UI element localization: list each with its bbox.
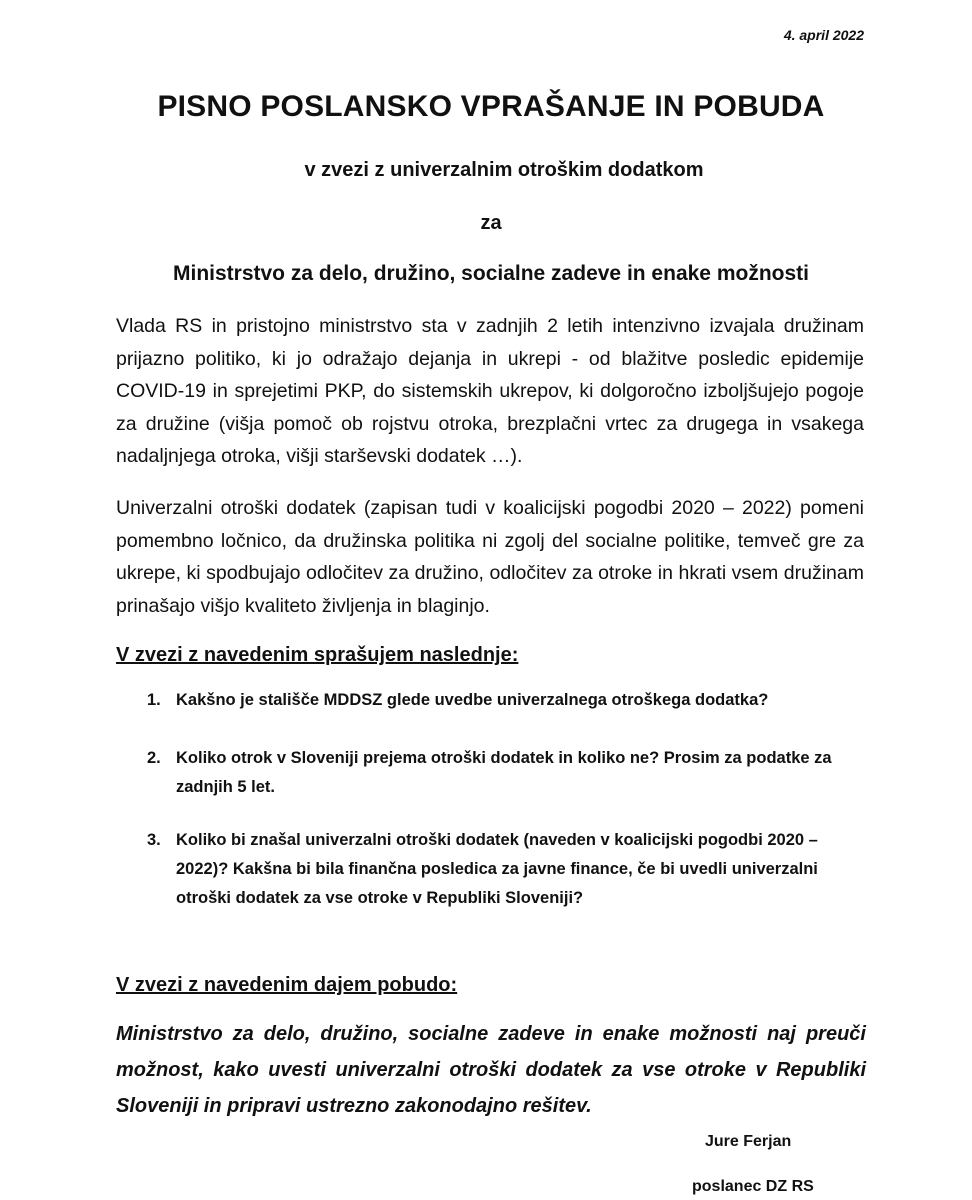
question-text: Koliko bi znašal univerzalni otroški dodatek (naveden v koalicijski pogodbi 2020 – 2022)? Kakšna bi bila finančna posledica za javne finance, če bi uvedli univerzalni otroški dodatek za vse otroke v Republiki Sloveniji? — [176, 831, 818, 907]
question-text: Kakšno je stališče MDDSZ glede uvedbe univerzalnega otroškega dodatka? — [176, 691, 769, 709]
body-paragraph-2: Univerzalni otroški dodatek (zapisan tudi v koalicijski pogodbi 2020 – 2022) pomeni pomembno ločnico, da družinska politika ni zgolj del socialne politike, temveč gre za ukrepe, ki spodbujajo odločitev za družino, odločitev za otroke in hkrati vsem družinam prinašajo višjo kvaliteto življenja in blaginjo. — [116, 497, 864, 617]
question-number: 2. — [147, 749, 161, 767]
recipient-ministry: Ministrstvo za delo, družino, socialne zadeve in enake možnosti — [173, 262, 809, 285]
body-paragraph-1: Vlada RS in pristojno ministrstvo sta v zadnjih 2 letih intenzivno izvajala družinam prijazno politiko, ki jo odražajo dejanja in ukrepi - od blažitve posledic epidemije COVID-19 in sprejetimi PKP, do sistemskih ukrepov, ki dolgoročno izboljšujejo pogoje za družine (višja pomoč ob rojstvu otroka, brezplačni vrtec za drugega in vsakega nadaljnjega otroka, višji starševski dodatek …). — [116, 315, 864, 467]
document-title: PISNO POSLANSKO VPRAŠANJE IN POBUDA — [157, 90, 825, 123]
question-number: 3. — [147, 831, 161, 849]
proposal-heading: V zvezi z navedenim dajem pobudo: — [116, 974, 458, 996]
questions-heading: V zvezi z navedenim sprašujem naslednje: — [116, 644, 519, 666]
document-subtitle: v zvezi z univerzalnim otroškim dodatkom — [304, 159, 704, 181]
signature-name: Jure Ferjan — [705, 1133, 792, 1150]
question-number: 1. — [147, 691, 161, 709]
proposal-text: Ministrstvo za delo, družino, socialne zadeve in enake možnosti naj preuči možnost, kako uvesti univerzalni otroški dodatek za vse otroke v Republiki Sloveniji in pripravi ustrezno zakonodajno rešitev. — [116, 1023, 866, 1117]
signature-role: poslanec DZ RS — [692, 1178, 814, 1195]
document-date: 4. april 2022 — [783, 27, 864, 43]
connector-text: za — [480, 212, 502, 234]
question-text: Koliko otrok v Sloveniji prejema otroški dodatek in koliko ne? Prosim za podatke za zadnjih 5 let. — [176, 749, 832, 796]
